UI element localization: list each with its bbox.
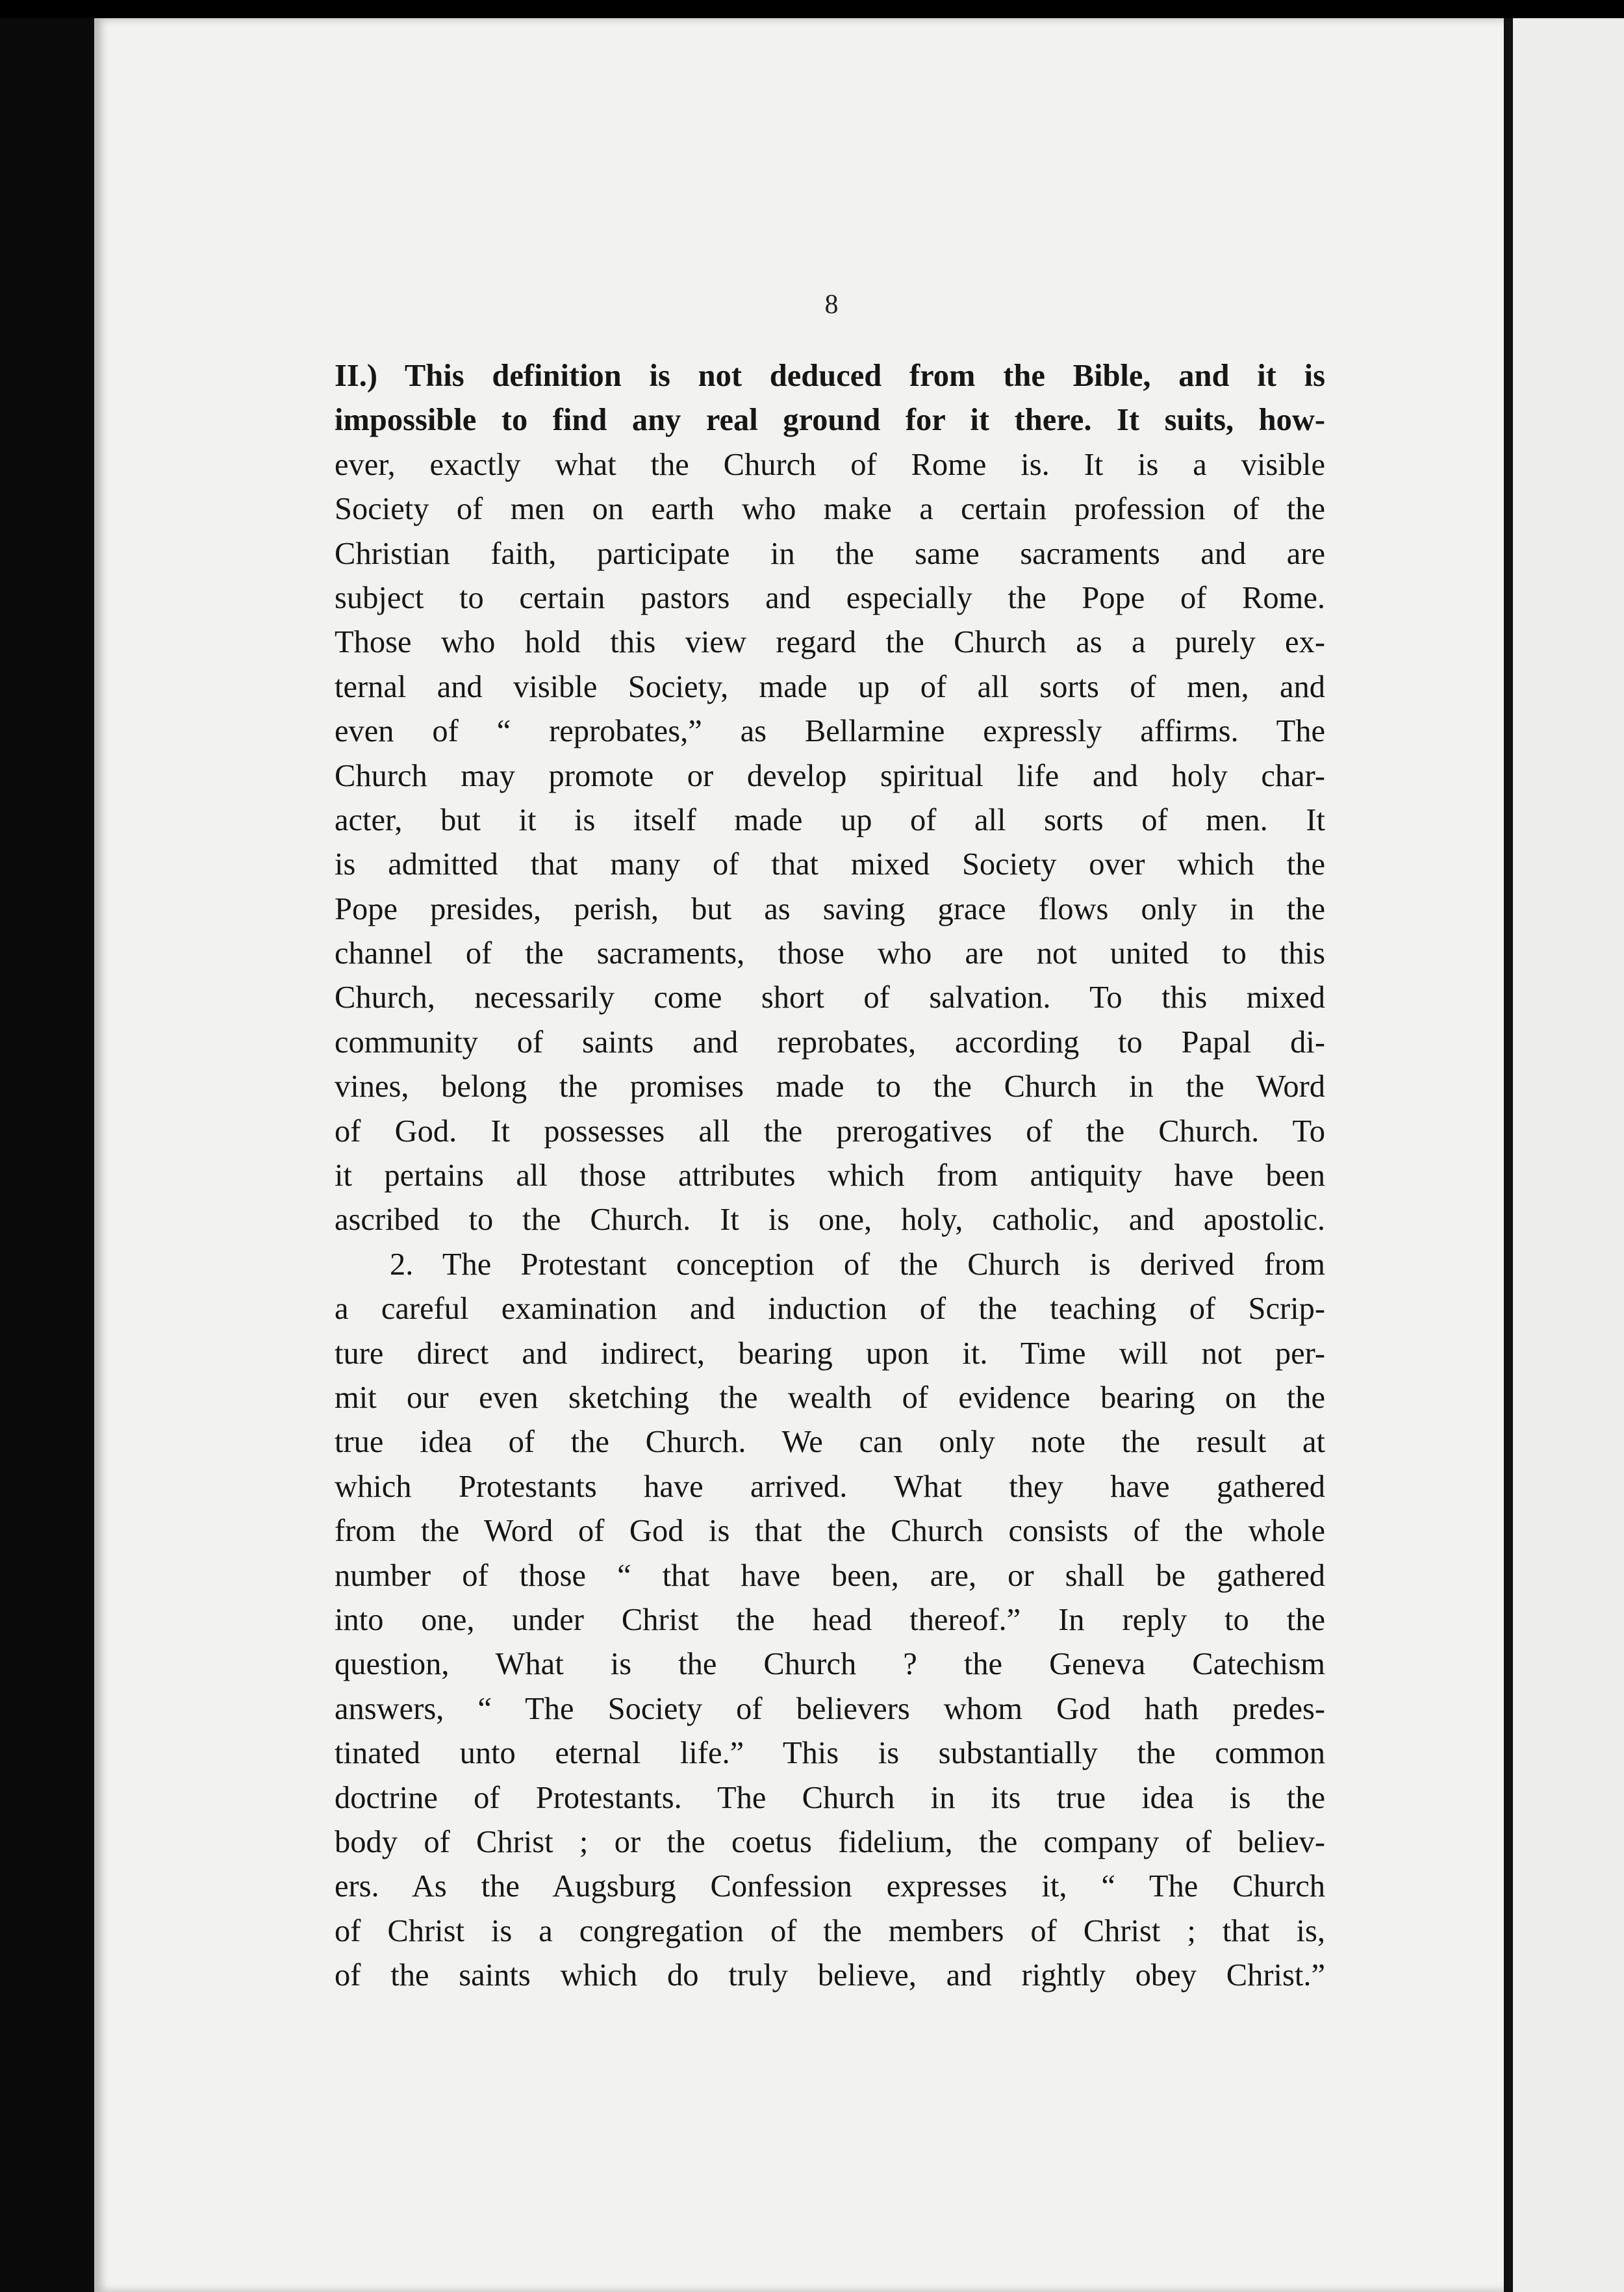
text-line: of Christ is a congregation of the members of Christ ; that is, [335, 1913, 1325, 1948]
text-line: doctrine of Protestants. The Church in its true idea is the [335, 1780, 1325, 1815]
text-line: which Protestants have arrived. What they have gathered [335, 1469, 1325, 1504]
text-line: of God. It possesses all the prerogatives of the Church. To [335, 1114, 1325, 1149]
text-line: 2. The Protestant conception of the Church is derived from [390, 1247, 1325, 1282]
page-number: 8 [824, 290, 839, 320]
text-line: is admitted that many of that mixed Society over which the [335, 847, 1325, 882]
text-line: vines, belong the promises made to the Church in the Word [335, 1069, 1325, 1104]
text-line: Society of men on earth who make a certain profession of the [335, 492, 1325, 527]
text-line: II.) This definition is not deduced from the Bible, and it is [335, 359, 1325, 393]
text-line: community of saints and reprobates, according to Papal di- [335, 1025, 1325, 1060]
text-line: answers, “ The Society of believers whom God hath predes- [335, 1691, 1325, 1726]
adjacent-page-edge [1513, 18, 1624, 2292]
text-line: Christian faith, participate in the same sacraments and are [335, 536, 1325, 571]
text-line: mit our even sketching the wealth of evidence bearing on the [335, 1380, 1325, 1415]
text-line: ers. As the Augsburg Confession expresses it, “ The Church [335, 1869, 1325, 1904]
text-line: channel of the sacraments, those who are not united to this [335, 936, 1325, 971]
page-gutter-shadow [1504, 18, 1513, 2292]
text-line: into one, under Christ the head thereof.” In reply to the [335, 1602, 1325, 1637]
text-line: Church may promote or develop spiritual life and holy char- [335, 758, 1325, 793]
text-line: subject to certain pastors and especially the Pope of Rome. [335, 580, 1325, 615]
text-line: acter, but it is itself made up of all sorts of men. It [335, 802, 1325, 837]
text-line: a careful examination and induction of the teaching of Scrip- [335, 1292, 1325, 1327]
text-line: even of “ reprobates,” as Bellarmine expressly affirms. The [335, 714, 1325, 749]
text-line: Church, necessarily come short of salvation. To this mixed [335, 980, 1325, 1015]
scan-top-border [0, 0, 1624, 18]
text-line: ever, exactly what the Church of Rome is. It is a visible [335, 447, 1325, 482]
text-line: Those who hold this view regard the Church as a purely ex- [335, 625, 1325, 660]
text-line: it pertains all those attributes which from antiquity have been [335, 1158, 1325, 1193]
text-line: number of those “ that have been, are, or shall be gathered [335, 1558, 1325, 1593]
text-line: ternal and visible Society, made up of all sorts of men, and [335, 669, 1325, 704]
text-line: Pope presides, perish, but as saving grace flows only in the [335, 891, 1325, 926]
text-line: from the Word of God is that the Church consists of the whole [335, 1514, 1325, 1549]
text-line: ascribed to the Church. It is one, holy, catholic, and apostolic. [335, 1203, 1325, 1238]
text-line: ture direct and indirect, bearing upon it. Time will not per- [335, 1336, 1325, 1371]
text-line: tinated unto eternal life.” This is substantially the common [335, 1736, 1325, 1771]
text-line: question, What is the Church ? the Geneva Catechism [335, 1647, 1325, 1682]
text-line: body of Christ ; or the coetus fidelium, the company of believ- [335, 1824, 1325, 1859]
text-line: true idea of the Church. We can only note the result at [335, 1425, 1325, 1460]
text-line: impossible to find any real ground for it there. It suits, how- [335, 403, 1325, 438]
text-line: of the saints which do truly believe, and rightly obey Christ.” [335, 1958, 1325, 1993]
body-text [335, 354, 1325, 1998]
